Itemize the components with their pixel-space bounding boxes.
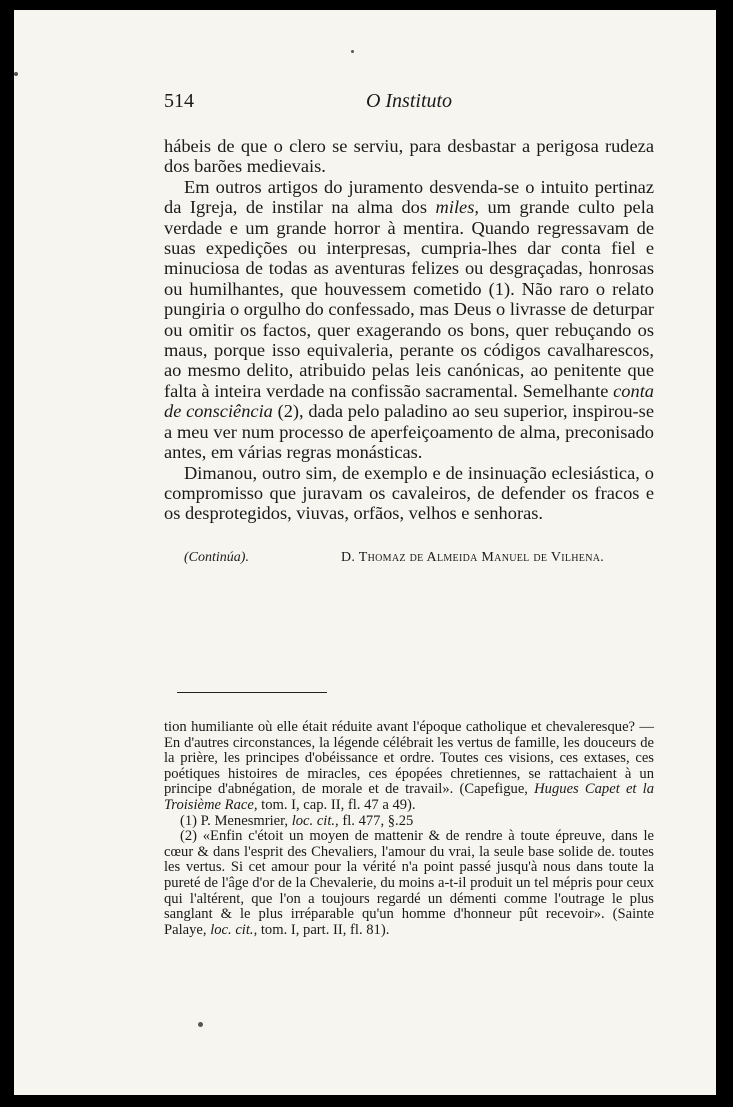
author-signature: D. Thomaz de Almeida Manuel de Vilhena. xyxy=(341,550,605,565)
print-speck xyxy=(351,50,354,53)
footnote-1-a: (1) P. Menesmrier, xyxy=(180,812,292,829)
footnote-1 xyxy=(164,814,654,830)
continua-note: (Continúa). xyxy=(184,550,249,565)
footnote-2-b: tom. I, part. II, fl. 81). xyxy=(257,921,390,938)
body-text xyxy=(164,136,654,524)
conta-de-consciencia-term: conta de consciência xyxy=(164,380,654,422)
footnote-1-loc: loc. cit., xyxy=(291,812,339,829)
print-speck xyxy=(198,1022,203,1027)
print-speck xyxy=(14,72,18,76)
footnote-2 xyxy=(164,829,654,938)
paragraph-3: Dimanou, outro sim, de exemplo e de insinuação eclesiástica, o compromisso que juravam os cavaleiros, de defender os fracos e os desprotegidos, viuvas, orfãos, velhos e senhoras. xyxy=(164,462,654,524)
footnote-2-loc: loc. cit., xyxy=(210,921,258,938)
footnote-1-b: fl. 477, §.25 xyxy=(338,812,414,829)
footnote-2-a: (2) «Enfin c'étoit un moyen de mattenir & de rendre à toute épreuve, dans le cœur & dans l'esprit des Chevaliers, l'amour du vrai, la seule base solide de. toutes les vertus. Si cet amour pour la vérité n'a point passé jusqu'à nous dans toute la pureté de l'âge d'or de la Chevalerie, du moins a-t-il produit un tel mépris pour ceux qui l'altérent, que l'on a toujours regardé un démenti comme l'outrage le plus sanglant & le plus irréparable qu'un homme d'honneur pût recevoir». (Sainte Palaye, xyxy=(164,828,654,938)
footnote-divider xyxy=(177,692,327,693)
footnotes xyxy=(164,720,654,938)
book-page xyxy=(14,10,716,1095)
paragraph-1: hábeis de que o clero se serviu, para desbastar a perigosa rudeza dos barões medievais. xyxy=(164,136,654,177)
footnote-continuation xyxy=(164,720,654,814)
capefigue-title: Hugues Capet et la Troisième Race, xyxy=(164,781,655,813)
paragraph-2-part-b: um grande culto pela verdade e um grande horror à mentira. Quando regressavam de suas expedições ou interpresas, cumpria-lhes dar conta fiel e minuciosa de todas as aventuras felizes ou desgraçadas, honrosas ou humilhantes, que houvessem cometido (1). Não raro o relato pungiria o orgulho do confessado, mas Deus o livrasse de deturpar ou omitir os factos, quer exagerando os bons, quer rebuçando os maus, porque isso equivaleria, perante os códigos cavalharescos, ao mesmo delito, atribuido pelas leis canónicas, ao penitente que falta à inteira verdade na confissão sacramental. Semelhante xyxy=(164,197,654,401)
page-number: 514 xyxy=(164,90,194,112)
miles-term: miles, xyxy=(435,197,479,218)
running-title: O Instituto xyxy=(365,90,453,112)
footnote-continuation-b: tom. I, cap. II, fl. 47 a 49). xyxy=(257,796,416,813)
page-header xyxy=(164,90,654,116)
paragraph-2-part-c: (2), dada pelo paladino ao seu superior, inspirou-se a meu ver num processo de aperfeiçoamento de alma, preconisado antes, em várias regras monásticas. xyxy=(164,401,654,463)
footnote-continuation-a: tion humiliante où elle était réduite avant l'époque catholique et chevaleresque? — En d'autres circonstances, la légende célébrait les vertus de famille, les douceurs de la prière, les principes d'obéissance et ordre. Toutes ces visions, ces extases, ces poétiques histoires de miracles, ces épopées chretiennes, se rattachaient à un principe d'abnégation, de morale et de travail». (Capefigue, xyxy=(164,719,654,798)
paragraph-2-part-a: Em outros artigos do juramento desvenda-se o intuito pertinaz da Igreja, de instilar na alma dos xyxy=(164,176,654,218)
paragraph-2 xyxy=(164,177,654,463)
